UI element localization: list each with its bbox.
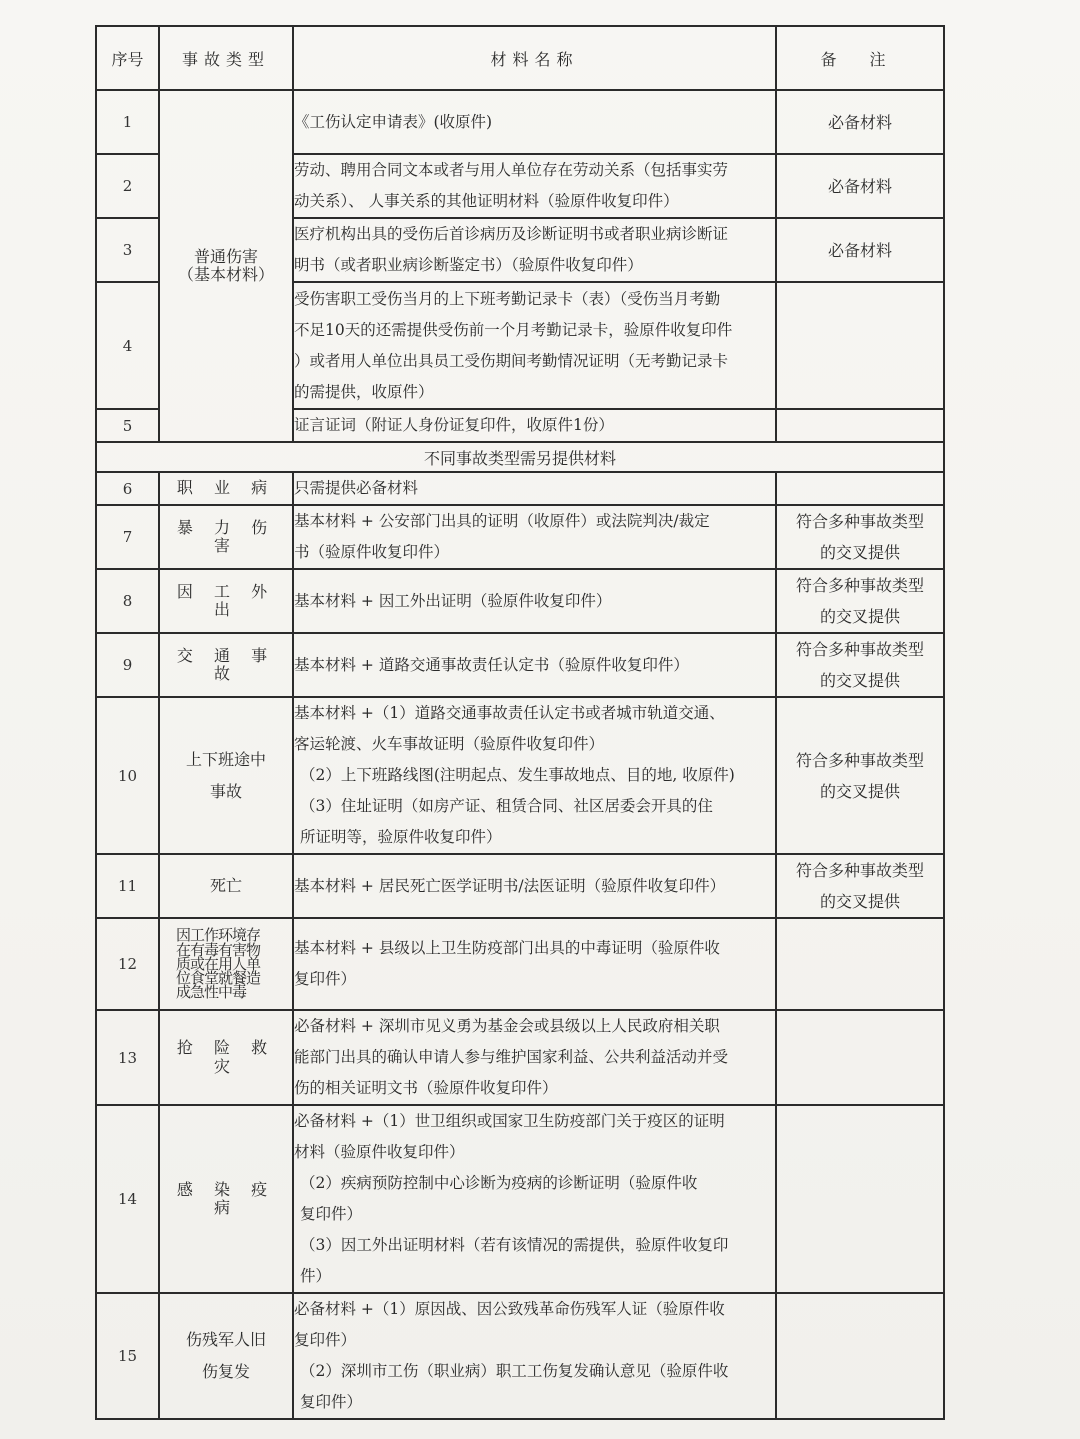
material-line: 复印件）	[300, 1205, 363, 1223]
table-row	[96, 854, 944, 918]
materials-cell	[293, 918, 776, 1010]
note-cell: 必备材料	[776, 90, 944, 154]
material-line: 基本材料 + 县级以上卫生防疫部门出具的中毒证明（验原件收	[294, 939, 720, 957]
header-materials: 材料名称	[293, 26, 776, 90]
material-line: 能部门出具的确认申请人参与维护国家利益、公共利益活动并受	[294, 1048, 729, 1066]
note-line: 的交叉提供	[819, 781, 900, 801]
materials-cell	[293, 90, 776, 154]
row-no: 5	[96, 409, 159, 442]
row-no: 8	[96, 569, 159, 633]
type-line: 上下班途中	[185, 749, 266, 769]
note-cell	[776, 918, 944, 1010]
table-row	[96, 472, 944, 505]
type-line: 伤复发	[201, 1362, 250, 1381]
row-no: 6	[96, 472, 159, 505]
note-line: 符合多种事故类型	[795, 861, 924, 880]
note-cell: 必备材料	[776, 154, 944, 218]
table-row	[96, 1293, 944, 1419]
material-line: 必备材料 +（1）世卫组织或国家卫生防疫部门关于疫区的证明	[294, 1112, 725, 1130]
material-line: 基本材料 + 因工外出证明（验原件收复印件）	[294, 591, 612, 610]
material-line: （3）因工外出证明材料（若有该情况的需提供，验原件收复印	[300, 1236, 729, 1254]
row-no: 10	[96, 697, 159, 854]
material-line: （2）上下班路线图(注明起点、发生事故地点、目的地, 收原件)	[300, 766, 735, 784]
work-injury-materials-table	[95, 25, 945, 1420]
material-line: 伤的相关证明文书（验原件收复印件）	[294, 1079, 558, 1097]
material-line: 必备材料 + 深圳市见义勇为基金会或县级以上人民政府相关职	[294, 1017, 720, 1035]
material-line: 明书（或者职业病诊断鉴定书）（验原件收复印件）	[294, 256, 643, 274]
note-cell	[776, 1293, 944, 1419]
materials-cell	[293, 569, 776, 633]
material-line: 复印件）	[300, 1393, 363, 1411]
row-no: 14	[96, 1105, 159, 1293]
row-no: 11	[96, 854, 159, 918]
material-line: 受伤害职工受伤当月的上下班考勤记录卡（表）（受伤当月考勤	[294, 289, 721, 308]
accident-type	[159, 1293, 293, 1419]
accident-type	[159, 697, 293, 854]
accident-type: 感 染 疫 病	[159, 1105, 293, 1293]
row-no: 12	[96, 918, 159, 1010]
materials-cell	[293, 472, 776, 505]
note-cell	[776, 282, 944, 409]
table-row	[96, 90, 944, 154]
material-line: （2）深圳市工伤（职业病）职工工伤复发确认意见（验原件收	[300, 1362, 729, 1380]
material-line: 必备材料 +（1）原因战、因公致残革命伤残军人证（验原件收	[294, 1300, 725, 1318]
header-no: 序号	[96, 26, 159, 90]
materials-cell	[293, 409, 776, 442]
accident-type: 暴 力 伤 害	[159, 505, 293, 569]
row-no: 9	[96, 633, 159, 697]
material-line: 只需提供必备材料	[294, 479, 419, 497]
note-cell	[776, 409, 944, 442]
header-note: 备 注	[776, 26, 944, 90]
material-line: 复印件）	[294, 1331, 357, 1349]
row-no: 13	[96, 1010, 159, 1105]
material-line: 基本材料 +（1）道路交通事故责任认定书或者城市轨道交通、	[294, 704, 725, 722]
note-line: 的交叉提供	[819, 671, 900, 690]
materials-cell	[293, 1105, 776, 1293]
table-header-row	[96, 26, 944, 90]
note-line: 符合多种事故类型	[795, 640, 924, 659]
table-row	[96, 1105, 944, 1293]
note-cell	[776, 697, 944, 854]
materials-cell	[293, 633, 776, 697]
note-line: 符合多种事故类型	[795, 576, 924, 595]
note-line: 符合多种事故类型	[795, 750, 924, 770]
materials-cell	[293, 282, 776, 409]
material-line: 的需提供，收原件）	[294, 382, 434, 401]
material-line: 材料（验原件收复印件）	[294, 1143, 465, 1161]
material-line: 基本材料 + 居民死亡医学证明书/法医证明（验原件收复印件）	[294, 876, 726, 895]
accident-type: 交 通 事 故	[159, 633, 293, 697]
material-line: （2）疾病预防控制中心诊断为疫病的诊断证明（验原件收	[300, 1174, 698, 1192]
material-line: 书（验原件收复印件）	[294, 543, 450, 561]
material-line: 复印件）	[294, 970, 357, 988]
materials-cell	[293, 1293, 776, 1419]
accident-type-basic	[159, 90, 293, 442]
row-no: 1	[96, 90, 159, 154]
table-row	[96, 1010, 944, 1105]
accident-type: 因 工 外 出	[159, 569, 293, 633]
row-no: 4	[96, 282, 159, 409]
material-line: 劳动、聘用合同文本或者与用人单位存在劳动关系（包括事实劳	[294, 161, 729, 179]
material-line: 证言证词（附证人身份证复印件，收原件1份）	[294, 416, 614, 434]
material-line: 件）	[300, 1267, 332, 1285]
row-no: 3	[96, 218, 159, 282]
materials-cell	[293, 218, 776, 282]
accident-type: 职 业 病	[159, 472, 293, 505]
type-line: （基本材料）	[177, 265, 274, 284]
material-line: ）或者用人单位出具员工受伤期间考勤情况证明（无考勤记录卡	[294, 351, 729, 370]
note-line: 符合多种事故类型	[795, 512, 924, 531]
material-line: 《工伤认定申请表》(收原件)	[294, 112, 493, 131]
material-line: 基本材料 + 道路交通事故责任认定书（验原件收复印件）	[294, 655, 689, 674]
material-line: 基本材料 + 公安部门出具的证明（收原件）或法院判决/裁定	[294, 512, 710, 530]
header-type: 事故类型	[159, 26, 293, 90]
material-line: （3）住址证明（如房产证、租赁合同、社区居委会开具的住	[300, 797, 713, 815]
materials-cell	[293, 697, 776, 854]
type-line: 因工作环境存	[176, 926, 261, 945]
material-line: 不足10天的还需提供受伤前一个月考勤记录卡，验原件收复印件	[294, 320, 733, 339]
note-line: 的交叉提供	[819, 543, 900, 562]
type-line: 质或在用人单	[176, 954, 261, 973]
note-cell	[776, 854, 944, 918]
section-row	[96, 442, 944, 472]
note-line: 的交叉提供	[819, 607, 900, 626]
note-line: 的交叉提供	[819, 892, 900, 911]
note-cell	[776, 1105, 944, 1293]
type-line: 在有毒有害物	[176, 940, 261, 959]
materials-cell	[293, 854, 776, 918]
table-row	[96, 697, 944, 854]
materials-cell	[293, 505, 776, 569]
note-cell	[776, 1010, 944, 1105]
table-row	[96, 569, 944, 633]
material-line: 所证明等，验原件收复印件）	[300, 828, 502, 846]
note-cell	[776, 472, 944, 505]
note-cell	[776, 505, 944, 569]
section-title: 不同事故类型需另提供材料	[96, 442, 944, 472]
note-cell	[776, 633, 944, 697]
row-no: 2	[96, 154, 159, 218]
material-line: 医疗机构出具的受伤后首诊病历及诊断证明书或者职业病诊断证	[294, 225, 729, 243]
accident-type	[159, 918, 293, 1010]
row-no: 7	[96, 505, 159, 569]
table-row	[96, 633, 944, 697]
table-row	[96, 918, 944, 1010]
accident-type: 死亡	[159, 854, 293, 918]
type-line: 伤残军人旧	[185, 1330, 266, 1349]
note-cell: 必备材料	[776, 218, 944, 282]
row-no: 15	[96, 1293, 159, 1419]
materials-cell	[293, 1010, 776, 1105]
type-line: 位食堂就餐造	[176, 969, 261, 988]
type-line: 成急性中毒	[176, 983, 247, 1002]
table-row	[96, 505, 944, 569]
accident-type: 抢 险 救 灾	[159, 1010, 293, 1105]
note-cell	[776, 569, 944, 633]
materials-cell	[293, 154, 776, 218]
material-line: 客运轮渡、火车事故证明（验原件收复印件）	[294, 735, 605, 753]
material-line: 动关系）、 人事关系的其他证明材料（验原件收复印件）	[294, 192, 679, 210]
type-line: 普通伤害	[193, 246, 258, 266]
type-line: 事故	[209, 781, 242, 801]
